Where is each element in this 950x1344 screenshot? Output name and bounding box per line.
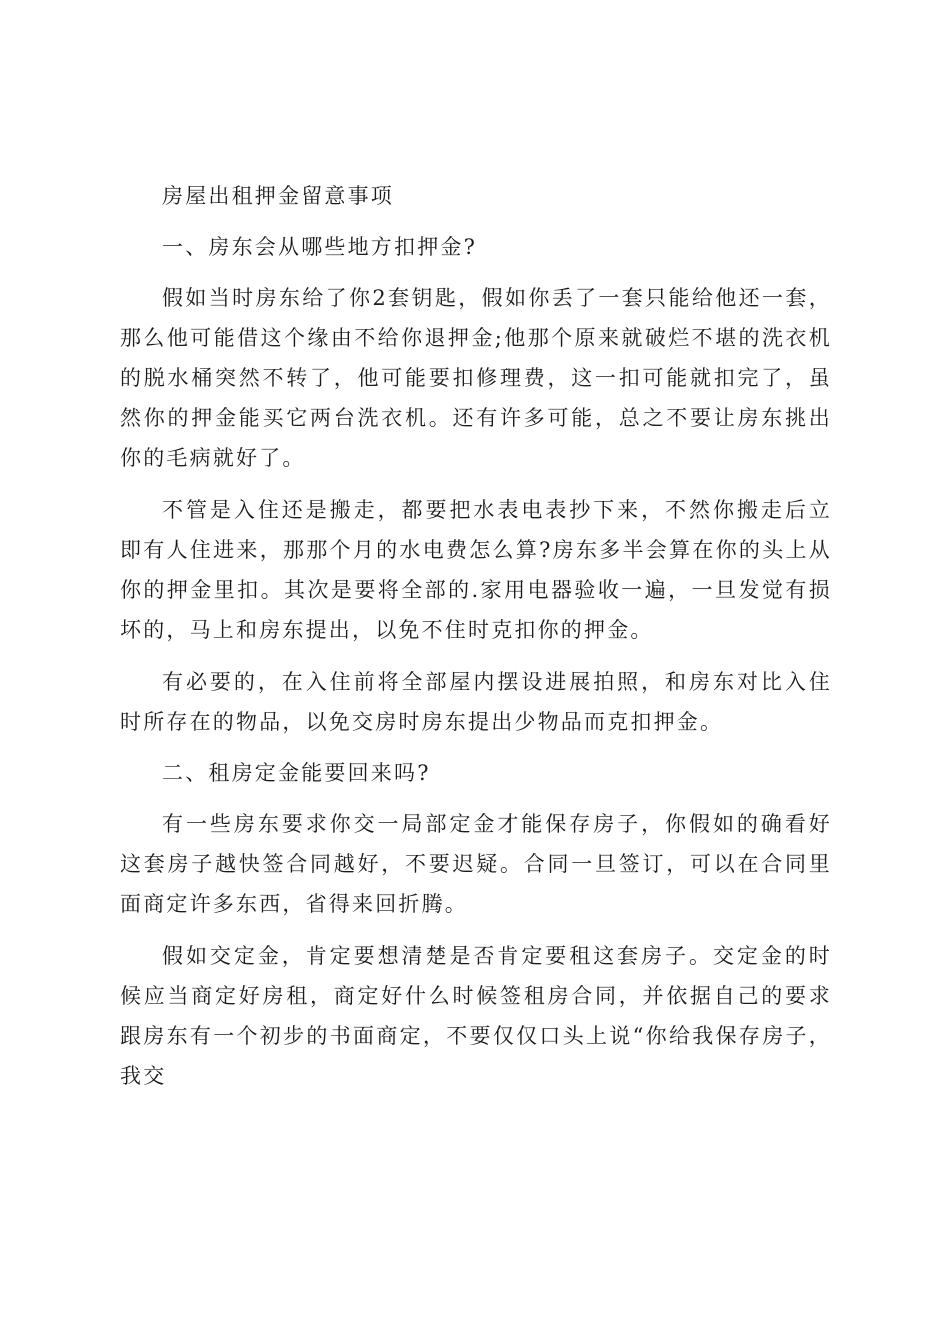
- paragraph-sign-contract: 有一些房东要求你交一局部定金才能保存房子，你假如的确看好这套房子越快签合同越好，不要迟疑。合同一旦签订，可以在合同里面商定许多东西，省得来回折腾。: [120, 812, 832, 916]
- paragraph-meter-reading: 不管是入住还是搬走，都要把水表电表抄下来，不然你搬走后立即有人住进来，那那个月的水电费怎么算?房东多半会算在你的头上从你的押金里扣。其次是要将全部的.家用电器验收一遍，一旦发觉有损坏的，马上和房东提出，以免不住时克扣你的押金。: [120, 498, 832, 642]
- section-1-heading: 一、房东会从哪些地方扣押金?: [162, 235, 478, 259]
- document-title: 房屋出租押金留意事项: [162, 184, 394, 208]
- paragraph-key-deposit: 假如当时房东给了你2套钥匙，假如你丢了一套只能给他还一套，那么他可能借这个缘由不给你退押金;他那个原来就破烂不堪的洗衣机的脱水桶突然不转了，他可能要扣修理费，这一扣可能就扣完了，虽然你的押金能买它两台洗衣机。还有许多可能，总之不要让房东挑出你的毛病就好了。: [120, 286, 832, 470]
- paragraph-deposit-agreement: 假如交定金，肯定要想清楚是否肯定要租这套房子。交定金的时候应当商定好房租，商定好什么时候签租房合同，并依据自己的要求跟房东有一个初步的书面商定，不要仅仅口头上说“你给我保存房子，我交: [120, 944, 832, 1088]
- document-page: [120, 176, 832, 1096]
- section-2-heading: 二、租房定金能要回来吗?: [162, 761, 431, 785]
- paragraph-photo-record: 有必要的，在入住前将全部屋内摆设进展拍照，和房东对比入住时所存在的物品，以免交房时房东提出少物品而克扣押金。: [120, 670, 832, 734]
